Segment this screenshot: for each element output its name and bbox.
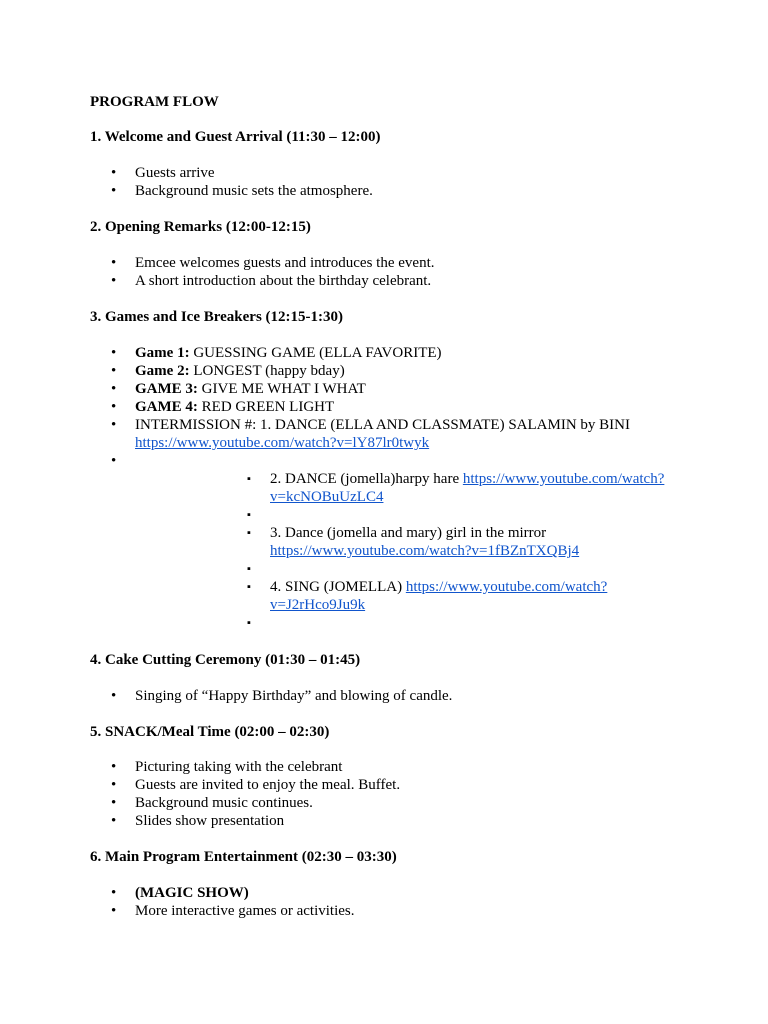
- list-item: • Guests arrive: [111, 165, 215, 181]
- list-item: • Slides show presentation: [111, 813, 285, 829]
- list-item: • GAME 4: RED GREEN LIGHT: [111, 399, 335, 415]
- list-item: • Emcee welcomes guests and introduces the event.: [111, 255, 435, 271]
- section-6-heading: 6. Main Program Entertainment (02:30 – 03:30): [90, 849, 397, 865]
- bullet-icon: •: [111, 165, 117, 181]
- list-item: • GAME 3: GIVE ME WHAT I WHAT: [111, 381, 366, 397]
- bullet-icon: •: [111, 795, 117, 811]
- section-4-heading: 4. Cake Cutting Ceremony (01:30 – 01:45): [90, 652, 361, 668]
- bullet-icon: •: [111, 903, 117, 919]
- section-3-sublist: [90, 470, 690, 632]
- list-item: • (MAGIC SHOW): [111, 885, 249, 901]
- sub-list-item: [90, 560, 690, 578]
- bullet-icon: •: [111, 759, 117, 775]
- sub-list-item: [90, 506, 690, 524]
- bullet-icon: •: [111, 688, 117, 704]
- sub-list-item: ▪ 2. DANCE (jomella)harpy hare https://www.youtube.com/watch? v=kcNOBuUzLC4: [247, 471, 665, 505]
- section-1-heading: 1. Welcome and Guest Arrival (11:30 – 12:00): [90, 129, 381, 145]
- document-page: [90, 93, 690, 920]
- intermission-youtube-link[interactable]: https://www.youtube.com/watch?v=lY87lr0twyk: [135, 435, 430, 451]
- sub-list-item: ▪ 3. Dance (jomella and mary) girl in the mirror https://www.youtube.com/watch?v=1fBZnTXQBj4: [247, 525, 580, 559]
- list-item: • Game 2: LONGEST (happy bday): [111, 363, 345, 379]
- section-4-list: [90, 687, 690, 705]
- bullet-icon: •: [111, 777, 117, 793]
- bullet-icon: •: [111, 399, 117, 415]
- bullet-icon: •: [111, 417, 117, 433]
- bullet-icon: •: [111, 255, 117, 271]
- square-bullet-icon: ▪: [247, 509, 251, 521]
- section-2-heading: 2. Opening Remarks (12:00-12:15): [90, 219, 311, 235]
- list-item: • Singing of “Happy Birthday” and blowing of candle.: [111, 688, 453, 704]
- dance-2-youtube-link-cont[interactable]: v=kcNOBuUzLC4: [270, 489, 384, 505]
- sing-4-youtube-link-cont[interactable]: v=J2rHco9Ju9k: [270, 597, 366, 613]
- sing-4-youtube-link[interactable]: https://www.youtube.com/watch?: [405, 579, 608, 595]
- section-1-list: [90, 164, 690, 200]
- bullet-icon: •: [111, 345, 117, 361]
- list-item: • Game 1: GUESSING GAME (ELLA FAVORITE): [111, 345, 442, 361]
- section-5-heading: 5. SNACK/Meal Time (02:00 – 02:30): [90, 724, 330, 740]
- section-3-heading: 3. Games and Ice Breakers (12:15-1:30): [90, 309, 344, 325]
- square-bullet-icon: ▪: [247, 617, 251, 629]
- list-item: • Picturing taking with the celebrant: [111, 759, 343, 775]
- bullet-icon: •: [111, 381, 117, 397]
- list-item: • A short introduction about the birthday celebrant.: [111, 273, 432, 289]
- square-bullet-icon: ▪: [247, 563, 251, 575]
- bullet-icon: •: [111, 273, 117, 289]
- sub-list-item: [90, 614, 690, 632]
- dance-3-youtube-link[interactable]: https://www.youtube.com/watch?v=1fBZnTXQBj4: [270, 543, 580, 559]
- bullet-icon: •: [111, 885, 117, 901]
- square-bullet-icon: ▪: [247, 473, 251, 485]
- square-bullet-icon: ▪: [247, 527, 251, 539]
- section-3-list: [90, 344, 690, 470]
- square-bullet-icon: ▪: [247, 581, 251, 593]
- section-5-list: [90, 758, 690, 830]
- bullet-icon: •: [111, 183, 117, 199]
- sub-list-item: ▪ 4. SING (JOMELLA) https://www.youtube.com/watch? v=J2rHco9Ju9k: [247, 579, 608, 613]
- dance-2-youtube-link[interactable]: https://www.youtube.com/watch?: [462, 471, 665, 487]
- list-item: • Background music continues.: [111, 795, 313, 811]
- list-item: [90, 452, 690, 470]
- section-2-list: [90, 254, 690, 290]
- list-item: • INTERMISSION #: 1. DANCE (ELLA AND CLASSMATE) SALAMIN by BINI https://www.youtube.com/watch?v=lY87lr0twyk: [111, 417, 630, 451]
- bullet-icon: •: [111, 453, 117, 469]
- bullet-icon: •: [111, 813, 117, 829]
- bullet-icon: •: [111, 363, 117, 379]
- list-item: • More interactive games or activities.: [111, 903, 355, 919]
- section-6-list: [90, 884, 690, 920]
- document-title: PROGRAM FLOW: [90, 94, 219, 110]
- list-item: • Background music sets the atmosphere.: [111, 183, 373, 199]
- list-item: • Guests are invited to enjoy the meal. Buffet.: [111, 777, 401, 793]
